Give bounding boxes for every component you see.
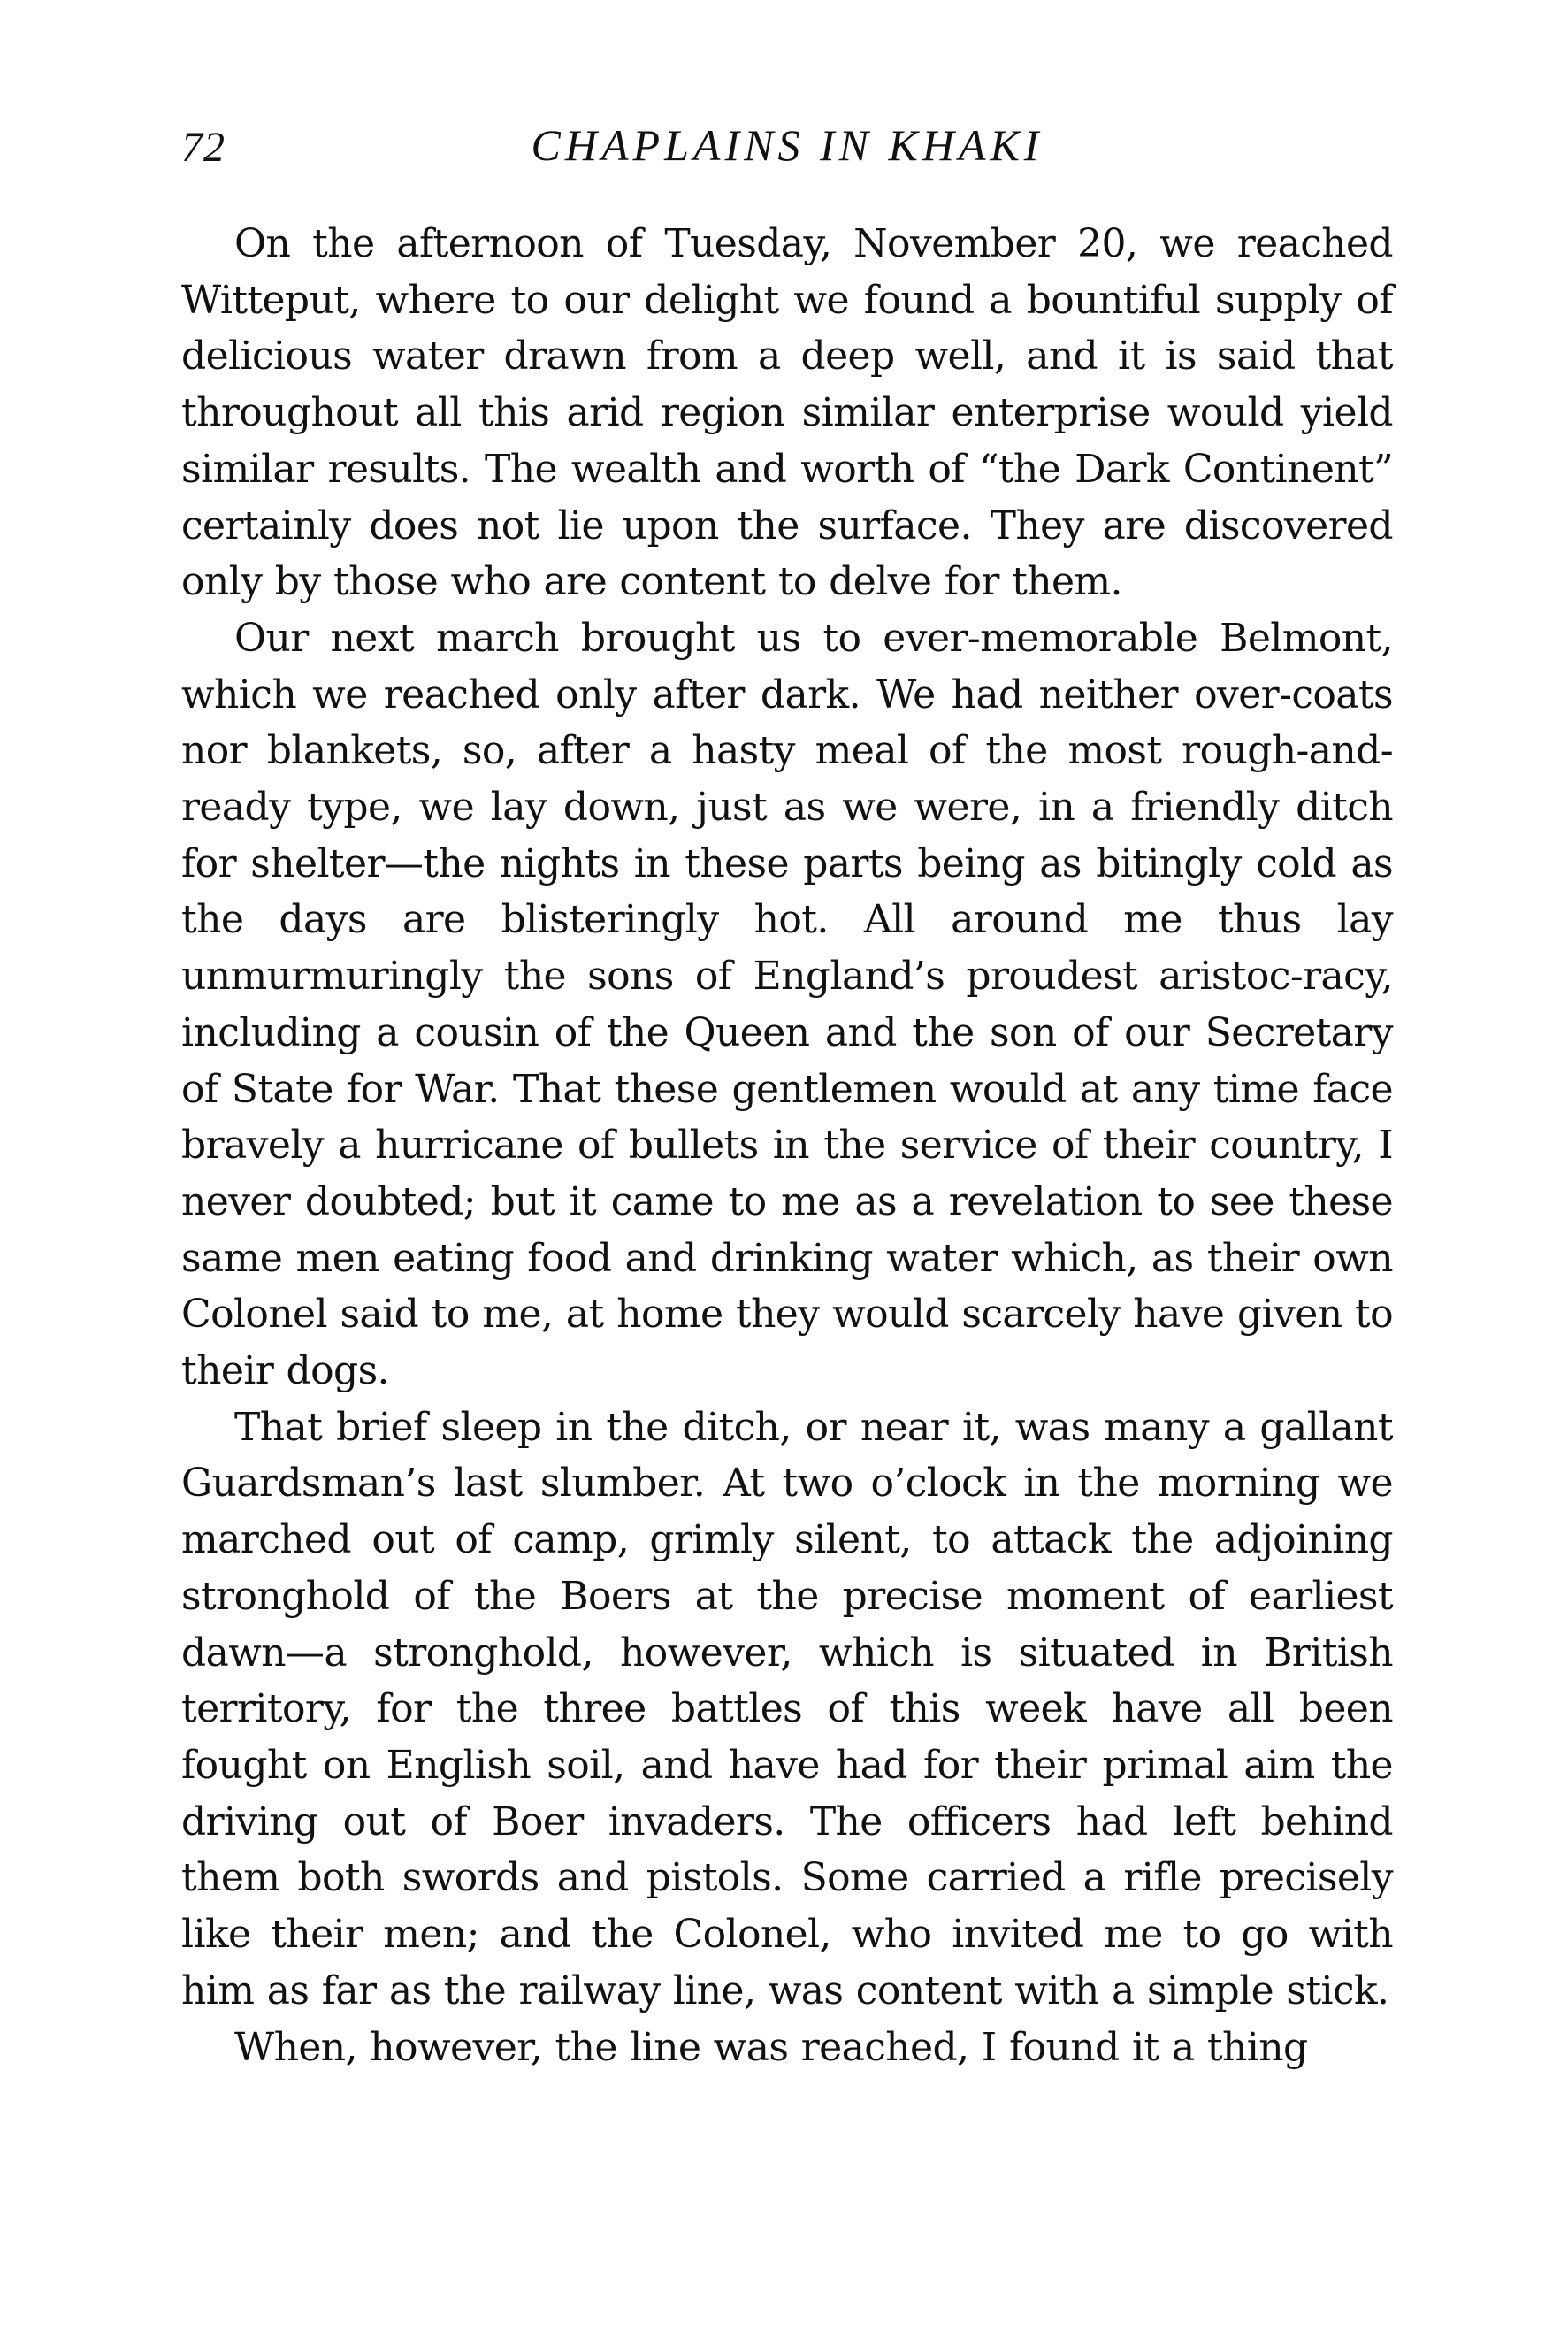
paragraph-last-slumber: That brief sleep in the ditch, or near it, was many a gallant Guardsman’s last slumber. At two o’clock in the morning we marched out of camp, grimly silent, to attack the adjoining stronghold of the Boers at the precise moment of earliest dawn—a stronghold, however, which is situated in British territory, for the three battles of this week have all been fought on English soil, and have had for their primal aim the driving out of Boer invaders. The officers had left behind them both swords and pistols. Some carried a rifle precisely like their men; and the Colonel, who invited me to go with him as far as the railway line, was content with a simple stick. (181, 1404, 1393, 2013)
page-number: 72 (181, 124, 226, 171)
running-title: CHAPLAINS IN KHAKI (531, 120, 1044, 170)
paragraph-witteput: On the afternoon of Tuesday, November 20, we reached Witteput, where to our delight we found a bountiful supply of delicious water drawn from a deep well, and it is said that throughout all this arid region similar enterprise would yield similar results. The wealth and worth of “the Dark Continent” certainly does not lie upon the surface. They are discovered only by those who are content to delve for them. (181, 221, 1393, 605)
paragraph-railway-line: When, however, the line was reached, I found it a thing (234, 2024, 1308, 2070)
running-header (181, 119, 1393, 181)
body-text (181, 216, 1393, 2075)
paragraph-belmont: Our next march brought us to ever-memorable Belmont, which we reached only after dark. We had neither over-coats nor blankets, so, after a hasty meal of the most rough-and-ready type, we lay down, just as we were, in a friendly ditch for shelter—the nights in these parts being as bitingly cold as the days are blisteringly hot. All around me thus lay unmurmuringly the sons of England’s proudest aristoc-racy, including a cousin of the Queen and the son of our Secretary of State for War. That these gentlemen would at any time face bravely a hurricane of bullets in the service of their country, I never doubted; but it came to me as a revelation to see these same men eating food and drinking water which, as their own Colonel said to me, at home they would scarcely have given to their dogs. (181, 615, 1393, 1394)
